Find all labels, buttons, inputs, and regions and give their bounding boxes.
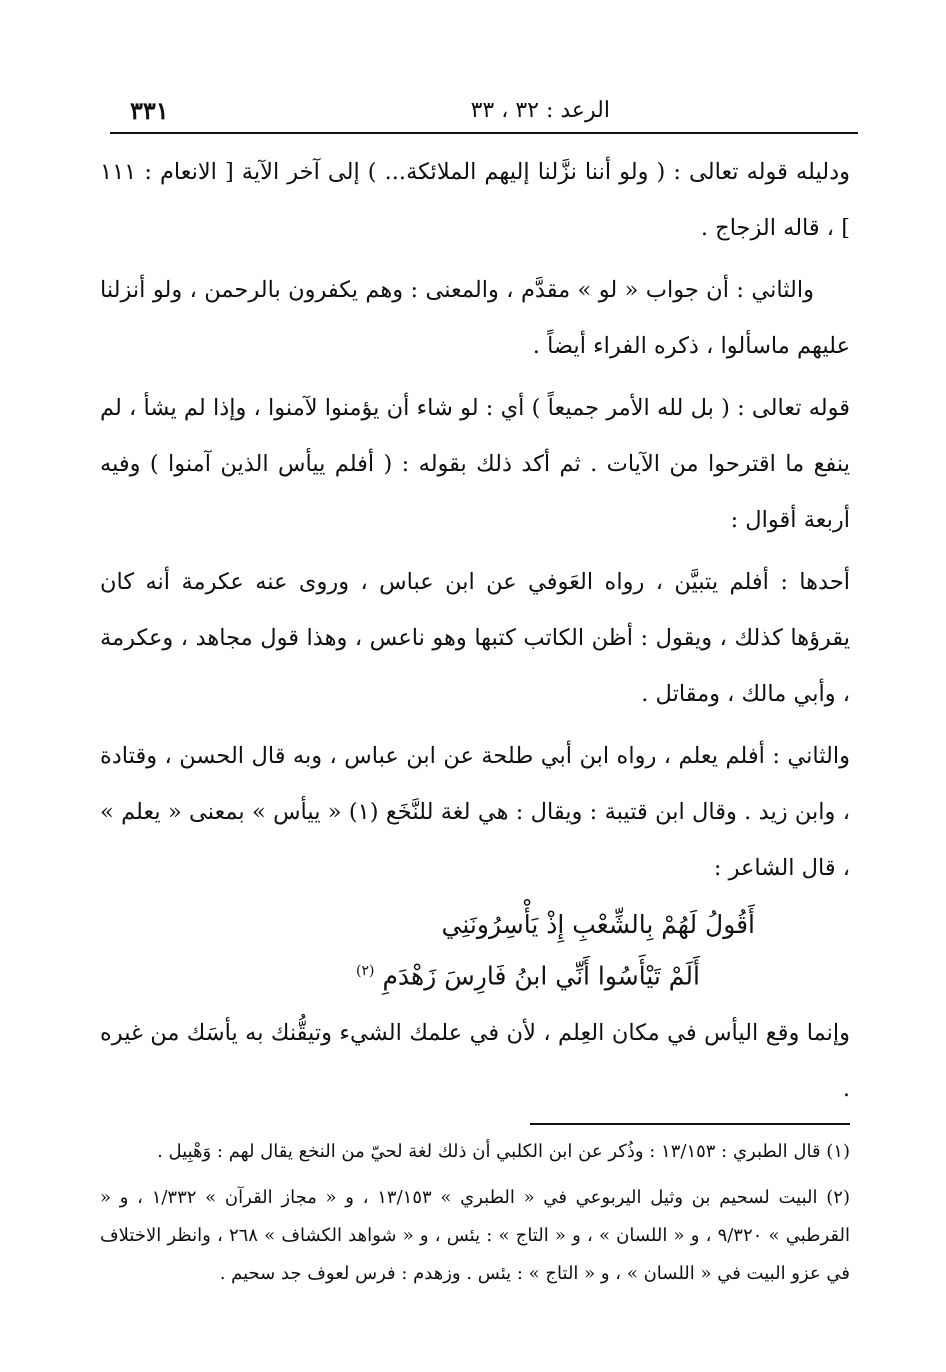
- footnote-1: (١) قال الطبري : ١٣/١٥٣ : وذُكر عن ابن الكلبي أن ذلك لغة لحيّ من النخع يقال لهم : وَهْبِيل .: [157, 1141, 850, 1163]
- main-text: [100, 144, 850, 1117]
- paragraph-5: والثاني : أفلم يعلم ، رواه ابن أبي طلحة عن ابن عباس ، وبه قال الحسن ، وقتادة ، وابن زيد . وقال ابن قتيبة : ويقال : هي لغة للنَّخَع (١) « ييأس » بمعنى « يعلم » ، قال الشاعر :: [100, 743, 850, 881]
- poetry-verse: [100, 902, 850, 999]
- paragraph-3: قوله تعالى : ( بل لله الأمر جميعاً ) أي : لو شاء أن يؤمنوا لآمنوا ، وإذا لم يشأ ، لم ينفع ما اقترحوا من الآيات . ثم أكد ذلك بقوله : ( أفلم ييأس الذين آمنوا ) وفيه أربعة أقوال :: [100, 395, 850, 533]
- paragraph-6: وإنما وقع اليأس في مكان العِلم ، لأن في علمك الشيء وتيقُّنك به يأسَك من غيره .: [100, 1020, 850, 1103]
- footnote-2: (٢) البيت لسحيم بن وثيل اليربوعي في « الطبري » ١٣/١٥٣ ، و « مجاز القرآن » ١/٣٣٢ ، و « القرطبي » ٩/٣٢٠ ، و « اللسان » ، و « التاج » : يئس ، و « شواهد الكشاف » ٢٦٨ ، وانظر الاختلاف في عزو البيت في « اللسان » ، و « التاج » : يئس . وزهدم : فرس لعوف جد سحيم .: [100, 1187, 850, 1285]
- verse-line-1: أَقُولُ لَهُمْ بِالشِّعْبِ إِذْ يَأْسِرُونَنِي: [441, 910, 755, 939]
- verse-footnote-ref: (٢): [356, 963, 375, 979]
- book-page: [100, 92, 850, 1332]
- footnotes: [100, 1133, 850, 1293]
- paragraph-1: ودليله قوله تعالى : ( ولو أننا نزَّلنا إليهم الملائكة... ) إلى آخر الآية [ الانعام : ١١١ ] ، قاله الزجاج .: [100, 159, 850, 241]
- verse-line-2-text: أَلَمْ تَيْأَسُوا أَنِّي ابنُ فَارِسَ زَهْدَمِ: [382, 961, 700, 991]
- verse-line-2: [100, 948, 850, 999]
- running-title: الرعد : ٣٢ ، ٣٣: [470, 98, 610, 123]
- paragraph-2: والثاني : أن جواب « لو » مقدَّم ، والمعنى : وهم يكفرون بالرحمن ، ولو أنزلنا عليهم ماسألوا ، ذكره الفراء أيضاً .: [100, 277, 850, 359]
- footnote-rule: [530, 1123, 850, 1125]
- header-rule: [110, 132, 858, 134]
- page-header: [100, 92, 850, 132]
- paragraph-4: أحدها : أفلم يتبيَّن ، رواه العَوفي عن ابن عباس ، وروى عنه عكرمة أنه كان يقرؤها كذلك ، ويقول : أظن الكاتب كتبها وهو ناعس ، وهذا قول مجاهد ، وعكرمة ، وأبي مالك ، ومقاتل .: [100, 569, 850, 707]
- page-number: ٣٣١: [130, 96, 169, 125]
